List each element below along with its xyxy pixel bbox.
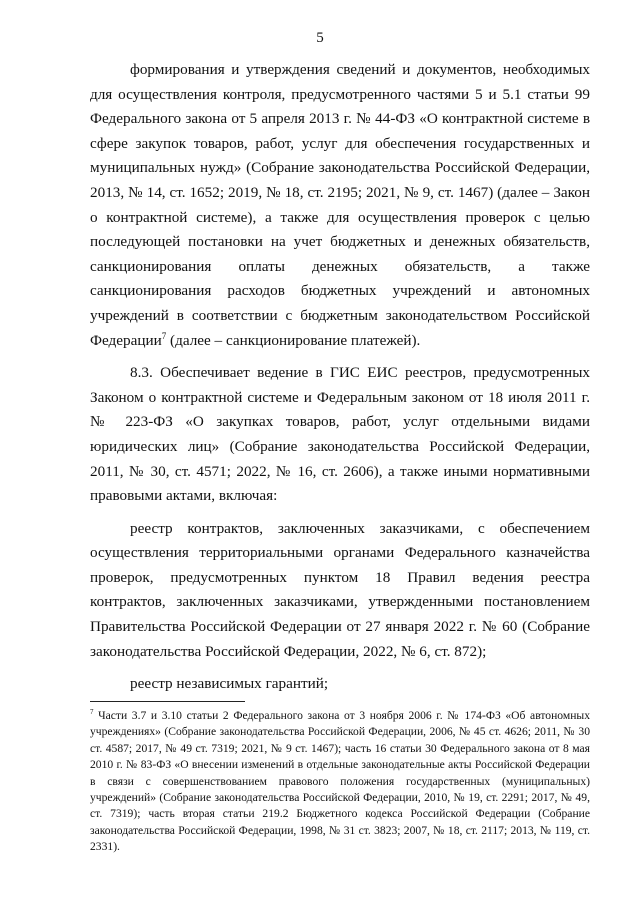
paragraph-1-tail: (далее – санкционирование платежей). [166, 331, 421, 349]
footnote-reference[interactable]: 7 [161, 330, 167, 341]
paragraph-3: реестр контрактов, заключенных заказчиками, с обеспечением осуществления территориальными органами Федерального казначейства проверок, предусмотренных пунктом 18 Правил ведения реестра контрактов, заключенных заказчиками, утвержденными постановлением Правительства Российской Федерации от 27 января 2022 г. № 60 (Собрание законодательства Российской Федерации, 2022, № 6, ст. 872); [90, 519, 590, 660]
footnote [90, 708, 590, 856]
page-number: 5 [316, 30, 324, 46]
paragraph-4: реестр независимых гарантий; [130, 675, 329, 693]
body-text [90, 58, 590, 697]
paragraph-1 [90, 58, 590, 353]
paragraph-2: 8.3. Обеспечивает ведение в ГИС ЕИС реестров, предусмотренных Законом о контрактной системе и Федеральным законом от 18 июля 2011 г. № 223-ФЗ «О закупках товаров, работ, услуг отдельными видами юридических лиц» (Собрание законодательства Российской Федерации, 2011, № 30, ст. 4571; 2022, № 16, ст. 2606), а также иными нормативными правовыми актами, включая: [90, 364, 590, 505]
footnote-text: Части 3.7 и 3.10 статьи 2 Федерального закона от 3 ноября 2006 г. № 174-ФЗ «Об автономных учреждениях» (Собрание законодательства Российской Федерации, 2006, № 45 ст. 4626; 2011, № 30 ст. 4587; 2017, № 49 ст. 7319; 2021, № 9 ст. 1467); часть 16 статьи 30 Федерального закона от 8 мая 2010 г. № 83-ФЗ «О внесении изменений в отдельные законодательные акты Российской Федерации в связи с совершенствованием правового положения государственных (муниципальных) учреждений» (Собрание законодательства Российской Федерации, 2010, № 19, ст. 2291; 2017, № 49, ст. 7319); часть вторая статьи 219.2 Бюджетного кодекса Российской Федерации (Собрание законодательства Российской Федерации, 1998, № 31 ст. 3823; 2007, № 18, ст. 2117; 2013, № 119, ст. 2331). [90, 709, 590, 854]
paragraph-1-text: формирования и утверждения сведений и документов, необходимых для осуществления контроля, предусмотренного частями 5 и 5.1 статьи 99 Федерального закона от 5 апреля 2013 г. № 44-ФЗ «О контрактной системе в сфере закупок товаров, работ, услуг для обеспечения государственных и муниципальных нужд» (Собрание законодательства Российской Федерации, 2013, № 14, ст. 1652; 2019, № 18, ст. 2195; 2021, № 9, ст. 1467) (далее – Закон о контрактной системе), а также для осуществления проверок с целью последующей постановки на учет бюджетных и денежных обязательств, санкционирования оплаты денежных обязательств, а также санкционирования расходов бюджетных учреждений и автономных учреждений в соответствии с бюджетным законодательством Российской Федерации [90, 61, 590, 349]
footnote-divider [90, 701, 245, 702]
footnote-mark: 7 [90, 708, 94, 717]
